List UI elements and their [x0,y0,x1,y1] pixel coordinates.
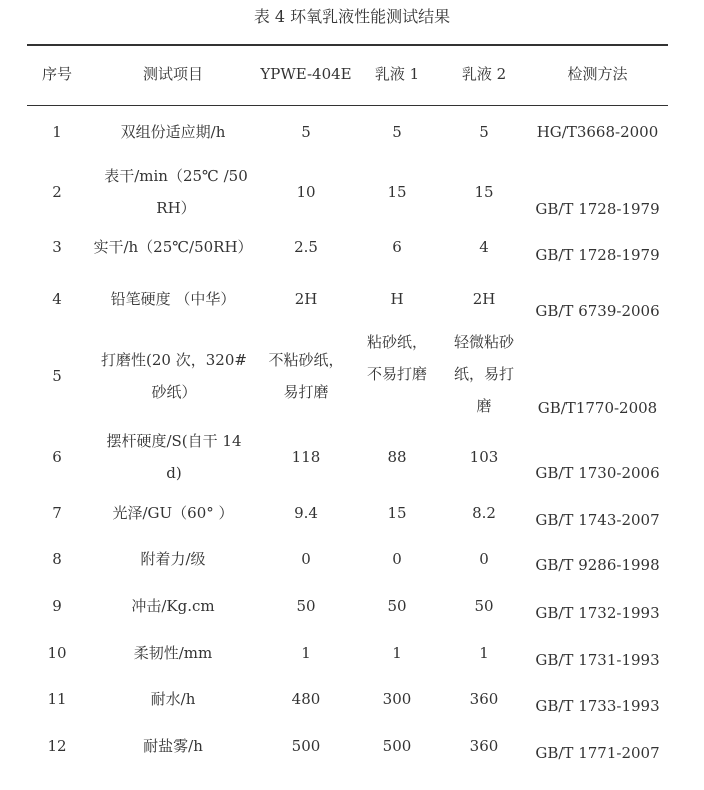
row-6-emulsion-1: 88 [387,448,407,466]
row-10-ypwe: 1 [301,644,311,662]
row-6-method: GB/T 1730-2006 [535,464,660,482]
row-12-emulsion-1: 500 [382,737,412,755]
row-7-item: 光泽/GU（60° ） [112,504,234,522]
row-12-ypwe: 500 [291,737,321,755]
row-3-emulsion-1: 6 [392,238,402,256]
row-10-no: 10 [47,644,67,662]
row-7-emulsion-1: 15 [387,504,407,522]
row-5-emulsion-1: 粘砂纸，不易打磨 [366,333,427,383]
row-7-emulsion-2: 8.2 [472,504,496,522]
row-6-item: 摆杆硬度/S(自干 14d) [106,432,242,482]
header-item: 测试项目 [142,65,203,83]
row-7-method: GB/T 1743-2007 [535,511,660,529]
row-12-no: 12 [47,737,67,755]
row-3-emulsion-2: 4 [479,238,489,256]
row-5-method: GB/T1770-2008 [537,399,658,417]
row-9-method: GB/T 1732-1993 [535,604,660,622]
table-top-rule [27,44,668,46]
row-5-emulsion-2: 轻微粘砂纸，易打磨 [453,333,514,415]
row-8-item: 附着力/级 [140,550,206,568]
row-8-no: 8 [52,550,62,568]
row-2-method: GB/T 1728-1979 [535,200,660,218]
row-12-method: GB/T 1771-2007 [535,744,660,762]
row-8-ypwe: 0 [301,550,311,568]
header-method: 检测方法 [567,65,628,83]
row-6-ypwe: 118 [291,448,321,466]
row-5-item: 打磨性(20 次，320# 砂纸） [101,351,247,401]
row-8-emulsion-2: 0 [479,550,489,568]
row-5-no: 5 [52,367,62,385]
row-11-emulsion-1: 300 [382,690,412,708]
table-header-rule [27,105,668,106]
row-11-no: 11 [47,690,67,708]
row-6-no: 6 [52,448,62,466]
row-2-item: 表干/min（25℃ /50RH） [104,167,248,217]
row-1-no: 1 [52,123,62,141]
row-9-emulsion-1: 50 [387,597,407,615]
row-9-item: 冲击/Kg.cm [131,597,215,615]
row-4-no: 4 [52,290,62,308]
row-10-emulsion-1: 1 [392,644,402,662]
header-ypwe: YPWE-404E [260,65,352,83]
row-1-method: HG/T3668-2000 [536,123,659,141]
row-1-emulsion-2: 5 [479,123,489,141]
row-1-emulsion-1: 5 [392,123,402,141]
row-8-emulsion-1: 0 [392,550,402,568]
row-2-emulsion-2: 15 [474,183,494,201]
row-12-emulsion-2: 360 [469,737,499,755]
row-11-ypwe: 480 [291,690,321,708]
row-1-ypwe: 5 [301,123,311,141]
row-9-emulsion-2: 50 [474,597,494,615]
row-9-ypwe: 50 [296,597,316,615]
row-2-ypwe: 10 [296,183,316,201]
row-8-method: GB/T 9286-1998 [535,556,660,574]
row-12-item: 耐盐雾/h [143,737,203,755]
header-emulsion-1: 乳液 1 [374,65,420,83]
row-7-no: 7 [52,504,62,522]
row-11-item: 耐水/h [150,690,196,708]
row-4-emulsion-2: 2H [472,290,496,308]
row-3-ypwe: 2.5 [294,238,318,256]
table-title: 表 4 环氧乳液性能测试结果 [253,7,451,26]
row-4-method: GB/T 6739-2006 [535,302,660,320]
row-4-item: 铅笔硬度 （中华） [110,290,236,308]
row-3-no: 3 [52,238,62,256]
row-6-emulsion-2: 103 [469,448,499,466]
row-5-ypwe: 不粘砂纸，易打磨 [268,351,344,401]
row-1-item: 双组份适应期/h [120,123,226,141]
header-no: 序号 [41,65,72,83]
row-10-method: GB/T 1731-1993 [535,651,660,669]
row-11-emulsion-2: 360 [469,690,499,708]
header-emulsion-2: 乳液 2 [461,65,507,83]
row-10-item: 柔韧性/mm [133,644,213,662]
row-9-no: 9 [52,597,62,615]
row-10-emulsion-2: 1 [479,644,489,662]
row-11-method: GB/T 1733-1993 [535,697,660,715]
row-2-no: 2 [52,183,62,201]
row-4-ypwe: 2H [294,290,318,308]
row-2-emulsion-1: 15 [387,183,407,201]
row-3-item: 实干/h（25℃/50RH） [93,238,253,256]
row-4-emulsion-1: H [390,290,404,308]
row-3-method: GB/T 1728-1979 [535,246,660,264]
row-7-ypwe: 9.4 [294,504,318,522]
